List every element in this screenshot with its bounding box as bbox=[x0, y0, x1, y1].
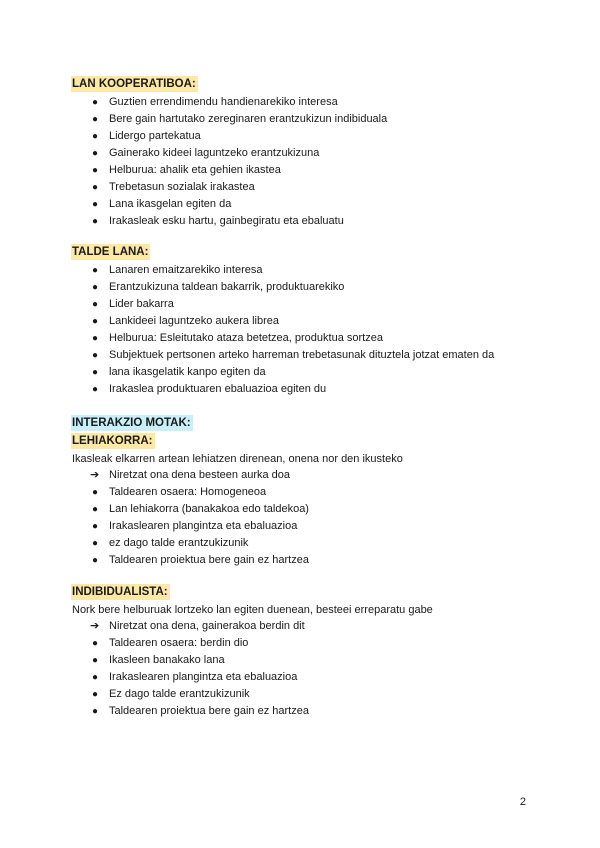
arrow-right-icon: ➔ bbox=[90, 469, 100, 481]
bullet-icon: ● bbox=[92, 131, 99, 142]
bullet-icon: ● bbox=[92, 638, 99, 649]
list-item: ● Helburua: Esleitutako ataza betetzea, produktua sortzea bbox=[72, 330, 542, 347]
section-heading: TALDE LANA: bbox=[72, 246, 149, 258]
bullet-icon: ● bbox=[92, 706, 99, 717]
list-item: ● ez dago talde erantzukizunik bbox=[72, 535, 542, 552]
bullet-icon: ● bbox=[92, 148, 99, 159]
bullet-icon: ● bbox=[92, 97, 99, 108]
section-indibidualista bbox=[72, 582, 542, 720]
bullet-icon: ● bbox=[92, 165, 99, 176]
list-item: ● Lidergo partekatua bbox=[72, 128, 542, 145]
bullet-icon: ● bbox=[92, 299, 99, 310]
bullet-icon: ● bbox=[92, 333, 99, 344]
bullet-icon: ● bbox=[92, 672, 99, 683]
list-item: ➔ Niretzat ona dena besteen aurka doa bbox=[72, 467, 542, 484]
list-item: ● Helburua: ahalik eta gehien ikastea bbox=[72, 162, 542, 179]
list-item: ● Taldearen osaera: Homogeneoa bbox=[72, 484, 542, 501]
bullet-icon: ● bbox=[92, 265, 99, 276]
bullet-icon: ● bbox=[92, 350, 99, 361]
bullet-icon: ● bbox=[92, 487, 99, 498]
list-item: ● Lana ikasgelan egiten da bbox=[72, 196, 542, 213]
list-item: ● Gainerako kideei laguntzeko erantzukizuna bbox=[72, 145, 542, 162]
section-lan-kooperatiboa bbox=[72, 74, 542, 230]
bullet-icon: ● bbox=[92, 384, 99, 395]
section-talde-lana bbox=[72, 242, 542, 398]
list-item: ● Ez dago talde erantzukizunik bbox=[72, 686, 542, 703]
bullet-icon: ● bbox=[92, 199, 99, 210]
bullet-icon: ● bbox=[92, 504, 99, 515]
list-item: ● Guztien errendimendu handienarekiko interesa bbox=[72, 94, 542, 111]
bullet-icon: ● bbox=[92, 689, 99, 700]
list-item: ● Ikasleen banakako lana bbox=[72, 652, 542, 669]
list-item: ● Lan lehiakorra (banakakoa edo taldekoa) bbox=[72, 501, 542, 518]
list-item: ● Lider bakarra bbox=[72, 296, 542, 313]
list-item: ● Trebetasun sozialak irakastea bbox=[72, 179, 542, 196]
bullet-icon: ● bbox=[92, 367, 99, 378]
bullet-list bbox=[72, 262, 542, 398]
list-item: ● Subjektuek pertsonen arteko harreman trebetasunak dituztela jotzat ematen da bbox=[72, 347, 542, 364]
bullet-list bbox=[72, 618, 542, 720]
bullet-icon: ● bbox=[92, 282, 99, 293]
list-item: ● Lanaren emaitzarekiko interesa bbox=[72, 262, 542, 279]
bullet-list bbox=[72, 467, 542, 569]
list-item: ● lana ikasgelatik kanpo egiten da bbox=[72, 364, 542, 381]
bullet-icon: ● bbox=[92, 182, 99, 193]
section-interakzio-motak bbox=[72, 413, 542, 569]
section-subheading: LEHIAKORRA: bbox=[72, 435, 153, 447]
list-item: ● Taldearen proiektua bere gain ez hartzea bbox=[72, 552, 542, 569]
section-heading: LAN KOOPERATIBOA: bbox=[72, 78, 196, 90]
bullet-icon: ● bbox=[92, 538, 99, 549]
list-item: ● Bere gain hartutako zereginaren erantzukizun indibiduala bbox=[72, 111, 542, 128]
list-item: ● Lankideei laguntzeko aukera librea bbox=[72, 313, 542, 330]
list-item: ● Taldearen osaera: berdin dio bbox=[72, 635, 542, 652]
section-intro: Ikasleak elkarren artean lehiatzen direnean, onena nor den ikusteko bbox=[72, 453, 403, 465]
list-item: ● Irakaslearen plangintza eta ebaluazioa bbox=[72, 518, 542, 535]
section-heading: INDIBIDUALISTA: bbox=[72, 586, 168, 598]
arrow-right-icon: ➔ bbox=[90, 620, 100, 632]
section-heading: INTERAKZIO MOTAK: bbox=[72, 417, 191, 429]
section-intro: Nork bere helburuak lortzeko lan egiten duenean, besteei erreparatu gabe bbox=[72, 604, 433, 616]
bullet-icon: ● bbox=[92, 216, 99, 227]
list-item: ● Irakaslearen plangintza eta ebaluazioa bbox=[72, 669, 542, 686]
list-item: ● Erantzukizuna taldean bakarrik, produktuarekiko bbox=[72, 279, 542, 296]
bullet-icon: ● bbox=[92, 655, 99, 666]
list-item: ➔ Niretzat ona dena, gainerakoa berdin dit bbox=[72, 618, 542, 635]
bullet-icon: ● bbox=[92, 316, 99, 327]
bullet-icon: ● bbox=[92, 555, 99, 566]
list-item: ● Taldearen proiektua bere gain ez hartzea bbox=[72, 703, 542, 720]
list-item: ● Irakasleak esku hartu, gainbegiratu eta ebaluatu bbox=[72, 213, 542, 230]
bullet-icon: ● bbox=[92, 114, 99, 125]
bullet-icon: ● bbox=[92, 521, 99, 532]
list-item: ● Irakaslea produktuaren ebaluazioa egiten du bbox=[72, 381, 542, 398]
page-number: 2 bbox=[519, 796, 526, 808]
bullet-list bbox=[72, 94, 542, 230]
